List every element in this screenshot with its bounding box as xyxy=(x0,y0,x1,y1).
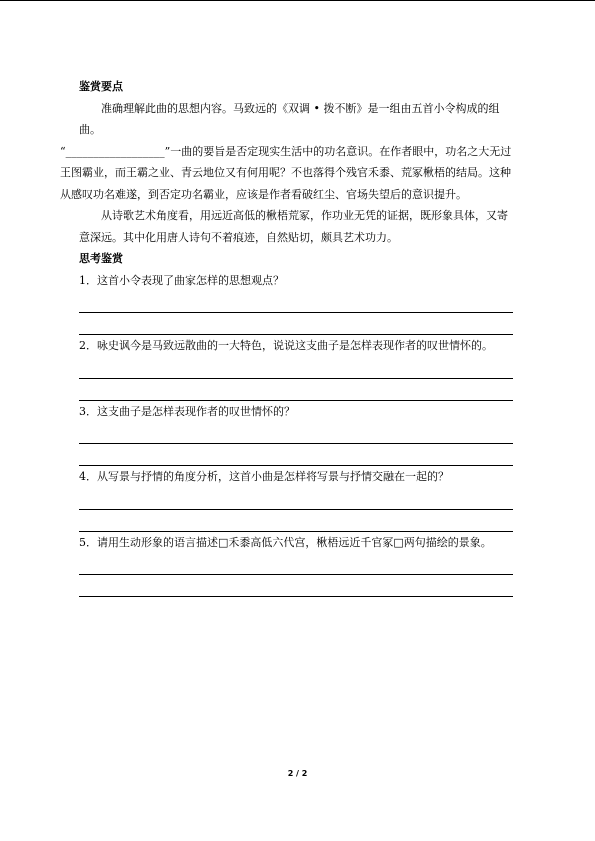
appreciation-paragraph-1: “__________________”一曲的要旨是否定现实生活中的功名意识。在作者眼中，功名之大无过王图霸业，而王霸之业、青云地位又有何用呢？不也落得个残官禾黍、荒冢楸梧的结局。这种从感叹功名难遂，到否定功名霸业，应该是作者看破红尘、官场失望后的意识提升。 xyxy=(60,144,512,201)
question-1: 1．这首小令表现了曲家怎样的思想观点？ xyxy=(79,273,284,287)
answer-line[interactable] xyxy=(79,291,513,313)
question-block-1 xyxy=(79,270,513,336)
answer-line[interactable] xyxy=(79,510,513,532)
page-number: 2 / 2 xyxy=(287,769,308,778)
question-3: 3．这支曲子是怎样表现作者的叹世情怀的？ xyxy=(79,404,295,418)
appreciation-heading: 鉴赏要点 xyxy=(79,80,123,93)
answer-line[interactable] xyxy=(79,575,513,597)
question-2: 2．咏史讽今是马致远散曲的一大特色，说说这支曲子是怎样表现作者的叹世情怀的。 xyxy=(79,339,493,352)
answer-line[interactable] xyxy=(79,444,513,466)
answer-line[interactable] xyxy=(79,357,513,379)
answer-line[interactable] xyxy=(79,422,513,444)
top-rule xyxy=(0,0,595,1)
document-body xyxy=(60,76,513,597)
question-block-4 xyxy=(79,466,513,532)
answer-line[interactable] xyxy=(79,379,513,401)
question-block-3 xyxy=(79,401,513,467)
thinking-heading: 思考鉴赏 xyxy=(79,252,123,265)
answer-line[interactable] xyxy=(79,553,513,575)
question-4: 4．从写景与抒情的角度分析，这首小曲是怎样将写景与抒情交融在一起的？ xyxy=(79,470,449,483)
question-block-5 xyxy=(79,532,513,598)
answer-line[interactable] xyxy=(79,313,513,335)
question-block-2 xyxy=(79,335,513,401)
appreciation-paragraph-1-first-line: 准确理解此曲的思想内容。马致远的《双调 • 拨不断》是一组由五首小令构成的组曲。 xyxy=(79,101,500,136)
question-5: 5．请用生动形象的语言描述□禾黍高低六代宫，楸梧远近千官冢□两句描绘的景象。 xyxy=(79,535,492,549)
answer-line[interactable] xyxy=(79,488,513,510)
appreciation-paragraph-2: 从诗歌艺术角度看，用远近高低的楸梧荒冢，作功业无凭的证据，既形象具体，又寄意深远。其中化用唐人诗句不着痕迹，自然贴切，颇具艺术功力。 xyxy=(79,209,508,244)
